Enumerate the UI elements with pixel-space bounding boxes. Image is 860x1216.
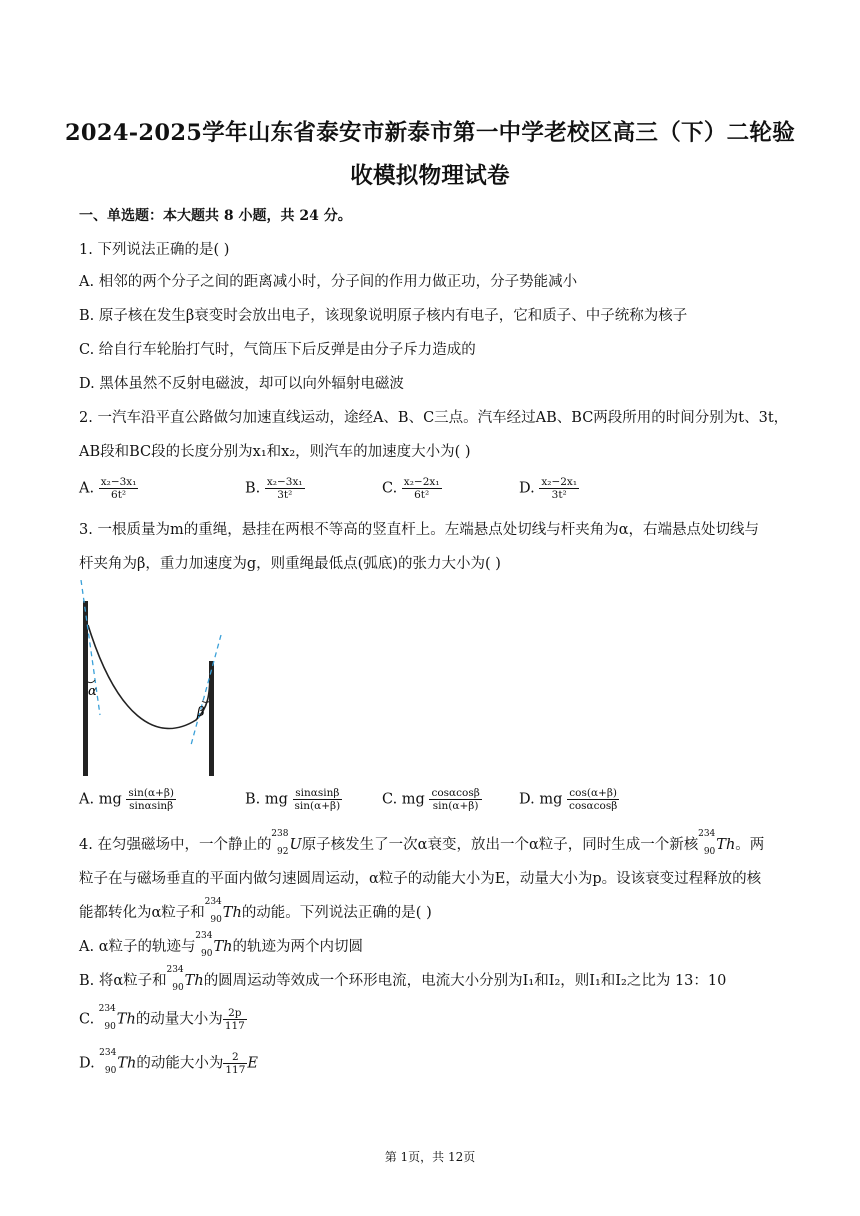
q4-d-den: 117 [225, 1064, 246, 1076]
q2-d-den: 3t² [551, 489, 567, 501]
q4-c-num: 2p [223, 1007, 247, 1020]
q3-d-den: cosαcosβ [568, 800, 618, 812]
beta-label: β [197, 705, 205, 720]
alpha-label: α [88, 684, 97, 699]
q2-c-den: 6t² [414, 489, 430, 501]
section-heading: 一、单选题：本大题共 8 小题，共 24 分。 [79, 208, 352, 224]
q3-c-fraction [429, 787, 481, 812]
q3-c-label: C. mg [382, 791, 425, 808]
hanging-rope-figure [76, 580, 226, 780]
q2-option-d [519, 476, 579, 501]
q2-a-num: x₂−3x₁ [100, 476, 137, 488]
q2-b-num: x₂−3x₁ [266, 476, 303, 488]
right-tangent-line [191, 635, 221, 745]
q2-a-fraction [99, 476, 139, 501]
q3-b-num: sinαsinβ [293, 787, 343, 800]
q3-option-c [382, 787, 482, 812]
thorium-nuclide [99, 1047, 117, 1076]
q3-b-label: B. mg [245, 791, 288, 808]
q3-d-num: cos(α+β) [567, 787, 619, 800]
q2-stem-line2: AB段和BC段的长度分别为x₁和x₂，则汽车的加速度大小为( ) [79, 444, 471, 460]
q4-d-part-a: D. [79, 1055, 100, 1072]
q4-stem-part-c: 。两 [735, 837, 765, 853]
th-atomic-number: 90 [210, 915, 222, 925]
q2-option-a [79, 476, 138, 501]
q2-c-fraction [402, 476, 442, 501]
thorium-nuclide [195, 931, 213, 959]
q4-a-part-b: 的轨迹为两个内切圆 [232, 939, 363, 955]
th-mass-number: 234 [98, 1003, 116, 1014]
q2-b-fraction [265, 476, 305, 501]
page-footer: 第 1页，共 12页 [384, 1150, 476, 1164]
uranium-nuclide [271, 829, 289, 857]
q3-option-d [519, 787, 619, 812]
thorium-nuclide [166, 965, 185, 993]
thorium-nuclide [204, 897, 223, 925]
q4-a-part-a: A. α粒子的轨迹与 [79, 939, 196, 955]
q2-c-num: x₂−2x₁ [403, 476, 440, 488]
q3-a-num: sin(α+β) [128, 787, 175, 799]
thorium-nuclide [98, 1003, 117, 1032]
q3-c-den: sin(α+β) [432, 800, 479, 812]
q1-option-d: D. 黑体虽然不反射电磁波，却可以向外辐射电磁波 [79, 376, 404, 392]
q3-stem-line2: 杆夹角为β，重力加速度为g，则重绳最低点(弧底)的张力大小为( ) [79, 556, 501, 572]
q4-stem-part-b: 原子核发生了一次α衰变，放出一个α粒子，同时生成一个新核 [301, 837, 699, 853]
q4-option-d [79, 1047, 258, 1076]
q2-d-label: D. [519, 480, 535, 497]
th-mass-number: 234 [195, 931, 213, 941]
q2-option-b [245, 476, 305, 501]
q2-a-label: A. [79, 480, 95, 497]
q3-d-fraction [567, 787, 619, 812]
page-title-line2: 收模拟物理试卷 [350, 163, 510, 189]
q4-d-part-b: 的动能大小为 [136, 1055, 224, 1072]
q3-a-den: sinαsinβ [129, 800, 174, 812]
q4-d-tail: E [247, 1055, 258, 1072]
th-mass-number: 234 [166, 965, 184, 975]
q1-option-c: C. 给自行车轮胎打气时，气筒压下后反弹是由分子斥力造成的 [79, 342, 476, 358]
q1-option-a: A. 相邻的两个分子之间的距离减小时，分子间的作用力做正功，分子势能减小 [79, 274, 578, 290]
q4-c-part-b: 的动量大小为 [135, 1011, 223, 1028]
q4-stem-line2: 粒子在与磁场垂直的平面内做匀速圆周运动，α粒子的动能大小为E，动量大小为p。设该衰变过程释放的核 [79, 871, 762, 887]
th-atomic-number: 90 [104, 1021, 116, 1032]
q3-option-a [79, 787, 176, 812]
q4-c-fraction [223, 1007, 247, 1032]
alpha-arc [88, 680, 95, 683]
th-symbol: Th [222, 905, 242, 921]
q1-stem: 1. 下列说法正确的是( ) [79, 242, 230, 258]
page-title-line1: 2024-2025学年山东省泰安市新泰市第一中学老校区高三（下）二轮验 [64, 120, 796, 146]
q4-stem-line1 [79, 829, 765, 857]
q2-d-num: x₂−2x₁ [541, 476, 578, 488]
q2-d-fraction [539, 476, 579, 501]
q3-a-label: A. mg [79, 791, 122, 808]
q3-a-fraction [126, 787, 176, 812]
q2-option-c [382, 476, 442, 501]
q4-stem-line3 [79, 897, 432, 925]
q4-c-den: 117 [224, 1020, 245, 1032]
thorium-nuclide [698, 829, 716, 857]
q4-d-num: 2 [223, 1051, 247, 1064]
u-mass-number: 238 [271, 829, 289, 839]
q2-c-label: C. [382, 480, 398, 497]
q4-c-part-a: C. [79, 1011, 99, 1028]
th-symbol: Th [117, 1055, 137, 1072]
th-atomic-number: 90 [201, 949, 213, 959]
q4-stem-part-a: 4. 在匀强磁场中，一个静止的 [79, 837, 272, 853]
q3-b-den: sin(α+β) [294, 800, 341, 812]
q4-b-part-a: B. 将α粒子和 [79, 973, 167, 989]
th-mass-number: 234 [99, 1047, 117, 1058]
q1-option-b: B. 原子核在发生β衰变时会放出电子，该现象说明原子核内有电子，它和质子、中子统称为核子 [79, 308, 688, 324]
q2-a-den: 6t² [111, 489, 127, 501]
q3-option-b [245, 787, 342, 812]
q3-b-fraction [293, 787, 343, 812]
u-atomic-number: 92 [277, 847, 289, 857]
th-symbol: Th [184, 973, 204, 989]
q2-b-label: B. [245, 480, 261, 497]
q3-c-num: cosαcosβ [431, 787, 480, 799]
q3-stem-line1: 3. 一根质量为m的重绳，悬挂在两根不等高的竖直杆上。左端悬点处切线与杆夹角为α，右端悬点处切线与 [79, 522, 759, 538]
q4-option-b [79, 965, 727, 993]
q4-stem3-part-b: 的动能。下列说法正确的是( ) [241, 905, 432, 921]
th-symbol: Th [213, 939, 233, 955]
q4-stem3-part-a: 能都转化为α粒子和 [79, 905, 205, 921]
th-symbol: Th [716, 837, 736, 853]
q4-option-a [79, 931, 363, 959]
q4-d-fraction [223, 1051, 247, 1076]
q2-stem-line1: 2. 一汽车沿平直公路做匀加速直线运动，途经A、B、C三点。汽车经过AB、BC两段所用的时间分别为t、3t， [79, 410, 789, 426]
th-atomic-number: 90 [104, 1065, 117, 1076]
q4-option-c [79, 1003, 247, 1032]
rope-curve [88, 625, 210, 728]
q2-b-den: 3t² [277, 489, 293, 501]
th-atomic-number: 90 [703, 847, 716, 857]
th-symbol: Th [116, 1011, 136, 1028]
th-atomic-number: 90 [172, 983, 184, 993]
beta-arc [202, 701, 210, 703]
th-mass-number: 234 [204, 897, 222, 907]
u-symbol: U [289, 837, 302, 853]
th-mass-number: 234 [698, 829, 716, 839]
q3-d-label: D. mg [519, 791, 563, 808]
q4-b-part-b: 的圆周运动等效成一个环形电流，电流大小分别为I₁和I₂，则I₁和I₂之比为 13：10 [203, 973, 727, 989]
